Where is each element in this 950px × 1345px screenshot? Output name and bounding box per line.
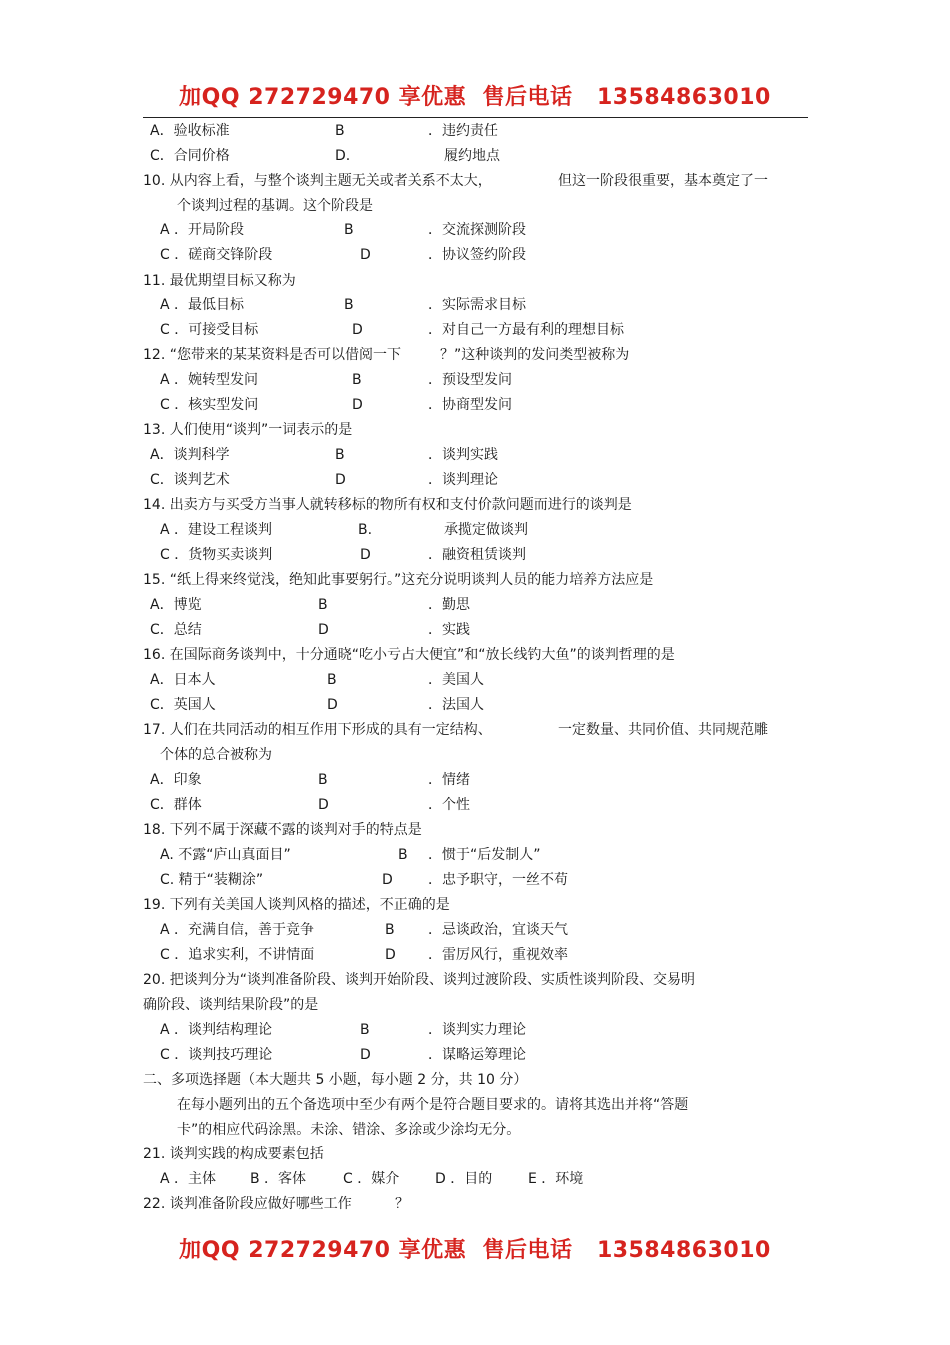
text-line xyxy=(0,145,950,167)
footer-banner: 加QQ 272729470 享优惠 售后电话 13584863010 xyxy=(179,1238,771,1263)
text-segment: B. xyxy=(358,522,373,538)
text-segment: ．协商型发问 xyxy=(428,397,512,413)
text-line xyxy=(0,594,950,616)
text-line xyxy=(0,469,950,491)
text-line xyxy=(0,769,950,791)
text-segment: ．个性 xyxy=(428,797,470,813)
text-segment: C．总结 xyxy=(150,622,202,638)
header-rule xyxy=(143,117,808,118)
text-segment: 但这一阶段很重要，基本奠定了一 xyxy=(558,173,768,189)
text-segment: ．忌谈政治，宜谈天气 xyxy=(428,922,568,938)
text-line xyxy=(0,369,950,391)
text-segment: A ．最低目标 xyxy=(160,297,245,313)
text-segment: ．勤思 xyxy=(428,597,470,613)
text-segment: A．印象 xyxy=(150,772,202,788)
text-segment: B xyxy=(327,672,337,688)
text-segment: C ．可接受目标 xyxy=(160,322,259,338)
text-segment: B xyxy=(344,297,354,313)
text-segment: 10. 从内容上看，与整个谈判主题无关或者关系不太大， xyxy=(143,173,492,189)
text-line xyxy=(0,494,950,516)
text-segment: 13. 人们使用“谈判”一词表示的是 xyxy=(143,422,353,438)
text-segment: 17. 人们在共同活动的相互作用下形成的具有一定结构、 xyxy=(143,722,492,738)
text-line xyxy=(0,694,950,716)
text-segment: ．情绪 xyxy=(428,772,470,788)
text-segment: A．日本人 xyxy=(150,672,216,688)
text-segment: D. xyxy=(335,148,351,164)
text-segment: ．谋略运筹理论 xyxy=(428,1047,526,1063)
text-segment: B xyxy=(344,222,354,238)
text-segment: D ．目的 xyxy=(435,1171,493,1187)
text-segment: C ．追求实利，不讲情面 xyxy=(160,947,315,963)
text-segment: 在每小题列出的五个备选项中至少有两个是符合题目要求的。请将其选出并将“答题 xyxy=(177,1097,689,1113)
text-segment: B xyxy=(335,447,345,463)
text-segment: 15. “纸上得来终觉浅，绝知此事要躬行。”这充分说明谈判人员的能力培养方法应是 xyxy=(143,572,654,588)
text-segment: 卡”的相应代码涂黑。未涂、错涂、多涂或少涂均无分。 xyxy=(177,1122,521,1138)
text-segment: B ．客体 xyxy=(250,1171,307,1187)
text-segment: E ．环境 xyxy=(528,1171,584,1187)
text-line xyxy=(0,569,950,591)
text-segment: B xyxy=(385,922,395,938)
text-line xyxy=(0,244,950,266)
text-segment: C ．媒介 xyxy=(343,1171,400,1187)
text-line xyxy=(0,919,950,941)
text-line xyxy=(0,669,950,691)
text-segment: C ．核实型发问 xyxy=(160,397,259,413)
text-segment: 承揽定做谈判 xyxy=(444,522,528,538)
text-segment: ．对自己一方最有利的理想目标 xyxy=(428,322,624,338)
text-segment: 22. 谈判准备阶段应做好哪些工作 xyxy=(143,1196,352,1212)
text-segment: D xyxy=(382,872,393,888)
text-line xyxy=(0,869,950,891)
text-line xyxy=(0,944,950,966)
text-segment: C. 精于“装糊涂” xyxy=(160,872,264,888)
text-segment: B xyxy=(335,123,345,139)
text-segment: ？”这种谈判的发问类型被称为 xyxy=(440,347,630,363)
text-segment: C．谈判艺术 xyxy=(150,472,230,488)
text-segment: D xyxy=(385,947,396,963)
text-segment: C ．磋商交锋阶段 xyxy=(160,247,273,263)
text-segment: A ．婉转型发问 xyxy=(160,372,259,388)
text-line xyxy=(0,1143,950,1165)
text-segment: B xyxy=(398,847,408,863)
text-segment: A ．充满自信，善于竞争 xyxy=(160,922,315,938)
text-line xyxy=(0,1044,950,1066)
text-line xyxy=(0,969,950,991)
text-line xyxy=(0,619,950,641)
text-segment: 一定数量、共同价值、共同规范雕 xyxy=(558,722,768,738)
text-segment: C．合同价格 xyxy=(150,148,230,164)
text-line xyxy=(0,270,950,292)
text-segment: 12. “您带来的某某资料是否可以借阅一下 xyxy=(143,347,401,363)
text-segment: ．实践 xyxy=(428,622,470,638)
text-segment: D xyxy=(327,697,338,713)
text-segment: D xyxy=(360,547,371,563)
text-segment: D xyxy=(352,322,363,338)
text-segment: A ．建设工程谈判 xyxy=(160,522,273,538)
text-line xyxy=(0,294,950,316)
text-segment: 二、多项选择题（本大题共 5 小题，每小题 2 分，共 10 分） xyxy=(143,1072,528,1088)
text-segment: A. 不露“庐山真面目” xyxy=(160,847,291,863)
text-segment: A．博览 xyxy=(150,597,202,613)
text-segment: 个谈判过程的基调。这个阶段是 xyxy=(177,198,373,214)
text-line xyxy=(0,719,950,741)
text-segment: ．惯于“后发制人” xyxy=(428,847,541,863)
text-line xyxy=(0,344,950,366)
text-segment: 19. 下列有关美国人谈判风格的描述，不正确的是 xyxy=(143,897,450,913)
text-segment: A ．主体 xyxy=(160,1171,217,1187)
text-segment: B xyxy=(352,372,362,388)
text-segment: ．融资租赁谈判 xyxy=(428,547,526,563)
text-segment: D xyxy=(360,1047,371,1063)
text-line xyxy=(0,544,950,566)
text-segment: B xyxy=(318,772,328,788)
text-line xyxy=(0,894,950,916)
text-segment: A ．开局阶段 xyxy=(160,222,245,238)
text-line xyxy=(0,1168,950,1190)
text-segment: 确阶段、谈判结果阶段”的是 xyxy=(143,997,319,1013)
text-line xyxy=(0,1069,950,1091)
text-segment: ．交流探测阶段 xyxy=(428,222,526,238)
text-segment: C ．货物买卖谈判 xyxy=(160,547,273,563)
text-line xyxy=(0,819,950,841)
text-segment: C ．谈判技巧理论 xyxy=(160,1047,273,1063)
text-segment: 履约地点 xyxy=(444,148,500,164)
text-segment: D xyxy=(318,622,329,638)
text-line xyxy=(0,1119,950,1141)
text-line xyxy=(0,419,950,441)
text-segment: ．协议签约阶段 xyxy=(428,247,526,263)
text-line xyxy=(0,644,950,666)
text-line xyxy=(0,394,950,416)
text-segment: 16. 在国际商务谈判中，十分通晓“吃小亏占大便宜”和“放长线钓大鱼”的谈判哲理的是 xyxy=(143,647,675,663)
text-segment: ．预设型发问 xyxy=(428,372,512,388)
text-segment: ？ xyxy=(395,1196,409,1212)
text-segment: ．法国人 xyxy=(428,697,484,713)
text-line xyxy=(0,319,950,341)
text-line xyxy=(0,120,950,142)
text-segment: ．谈判实力理论 xyxy=(428,1022,526,1038)
text-line xyxy=(0,844,950,866)
text-segment: D xyxy=(360,247,371,263)
text-segment: 20. 把谈判分为“谈判准备阶段、谈判开始阶段、谈判过渡阶段、实质性谈判阶段、交易明 xyxy=(143,972,695,988)
text-line xyxy=(0,1019,950,1041)
text-line xyxy=(0,994,950,1016)
text-segment: C．英国人 xyxy=(150,697,216,713)
text-line xyxy=(0,219,950,241)
text-segment: 11. 最优期望目标又称为 xyxy=(143,273,296,289)
text-segment: 18. 下列不属于深藏不露的谈判对手的特点是 xyxy=(143,822,422,838)
text-line xyxy=(0,744,950,766)
text-segment: ．谈判实践 xyxy=(428,447,498,463)
text-segment: ．美国人 xyxy=(428,672,484,688)
text-line xyxy=(0,170,950,192)
text-segment: D xyxy=(318,797,329,813)
header-banner: 加QQ 272729470 享优惠 售后电话 13584863010 xyxy=(179,85,771,110)
text-segment: A．谈判科学 xyxy=(150,447,230,463)
text-segment: 21. 谈判实践的构成要素包括 xyxy=(143,1146,324,1162)
text-line xyxy=(0,794,950,816)
text-segment: B xyxy=(360,1022,370,1038)
text-segment: A．验收标准 xyxy=(150,123,230,139)
text-segment: ．谈判理论 xyxy=(428,472,498,488)
text-segment: ．实际需求目标 xyxy=(428,297,526,313)
text-line xyxy=(0,1193,950,1215)
text-line xyxy=(0,195,950,217)
text-segment: ．雷厉风行，重视效率 xyxy=(428,947,568,963)
text-segment: D xyxy=(335,472,346,488)
text-line xyxy=(0,519,950,541)
text-line xyxy=(0,444,950,466)
text-segment: D xyxy=(352,397,363,413)
text-segment: B xyxy=(318,597,328,613)
text-segment: ．忠予职守，一丝不苟 xyxy=(428,872,568,888)
text-segment: C．群体 xyxy=(150,797,202,813)
text-segment: 14. 出卖方与买受方当事人就转移标的物所有权和支付价款问题而进行的谈判是 xyxy=(143,497,632,513)
text-segment: 个体的总合被称为 xyxy=(160,747,272,763)
text-line xyxy=(0,1094,950,1116)
text-segment: ．违约责任 xyxy=(428,123,498,139)
text-segment: A ．谈判结构理论 xyxy=(160,1022,273,1038)
